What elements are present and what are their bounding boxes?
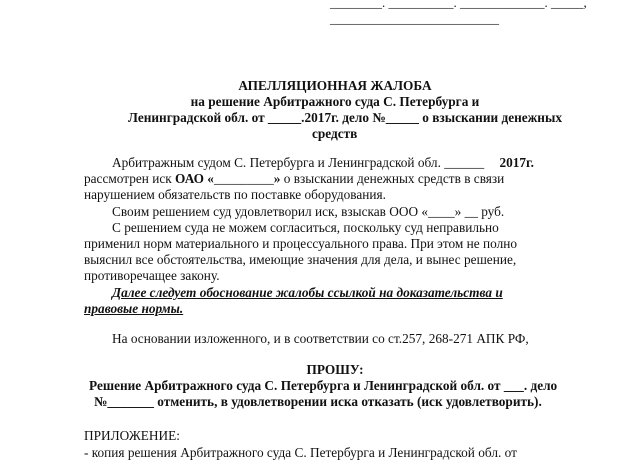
paragraph-5: На основании изложенного, и в соответствии со ст.257, 268-271 АПК РФ, <box>112 331 529 346</box>
title-subline-2: Ленинградской обл. от _____.2017г. дело №_____ о взыскании денежных <box>128 110 562 125</box>
appendix-line-1: - копия решения Арбитражного суда С. Петербурга и Ленинградской обл. от <box>84 445 517 460</box>
request-line-2: №_______ отменить, в удовлетворении иска отказать (иск удовлетворить). <box>94 394 542 409</box>
paragraph-1-line-2-a: рассмотрен иск <box>84 171 172 186</box>
paragraph-1-line-2-quote: » <box>273 171 281 186</box>
paragraph-3-line-1: С решением суда не можем согласиться, поскольку суд неправильно <box>112 220 499 235</box>
paragraph-4-line-2: правовые нормы. <box>84 301 184 316</box>
paragraph-4-line-1: Далее следует обоснование жалобы ссылкой на доказательства и <box>112 285 503 300</box>
request-heading: ПРОШУ: <box>306 362 364 377</box>
paragraph-2: Своим решением суд удовлетворил иск, взыскав ООО «____» __ руб. <box>112 204 505 219</box>
paragraph-1-line-1-text: Арбитражным судом С. Петербурга и Ленинградской обл. ______ <box>112 155 485 170</box>
paragraph-1-line-3: нарушением обязательств по поставке оборудования. <box>84 187 386 202</box>
paragraph-3-line-2: применил норм материального и процессуального права. При этом не полно <box>84 236 517 251</box>
paragraph-1-line-1 <box>112 155 534 171</box>
header-blanks-line1: ________. __________. _____________. _____, <box>330 0 587 10</box>
paragraph-1-line-2-company: ОАО « <box>175 171 214 186</box>
paragraph-1-line-2-blank: _________ <box>213 171 274 186</box>
header-blanks-line2: __________________________ <box>330 11 499 26</box>
request-line-1: Решение Арбитражного суда С. Петербурга и Ленинградской обл. от ___. дело <box>89 378 558 393</box>
paragraph-1-line-2-c: о взыскании денежных средств в связи <box>283 171 505 186</box>
paragraph-3-line-4: противоречащее закону. <box>84 268 220 283</box>
paragraph-1-line-1-year: 2017г. <box>499 155 534 170</box>
paragraph-1-line-2 <box>84 171 504 187</box>
appendix-heading: ПРИЛОЖЕНИЕ: <box>84 428 180 443</box>
document-title: АПЕЛЛЯЦИОННАЯ ЖАЛОБА <box>238 78 432 93</box>
title-subline-1: на решение Арбитражного суда С. Петербурга и <box>190 94 480 109</box>
title-subline-3: средств <box>312 126 358 141</box>
paragraph-3-line-3: выяснил все обстоятельства, имеющие значения для дела, и вынес решение, <box>84 252 517 267</box>
